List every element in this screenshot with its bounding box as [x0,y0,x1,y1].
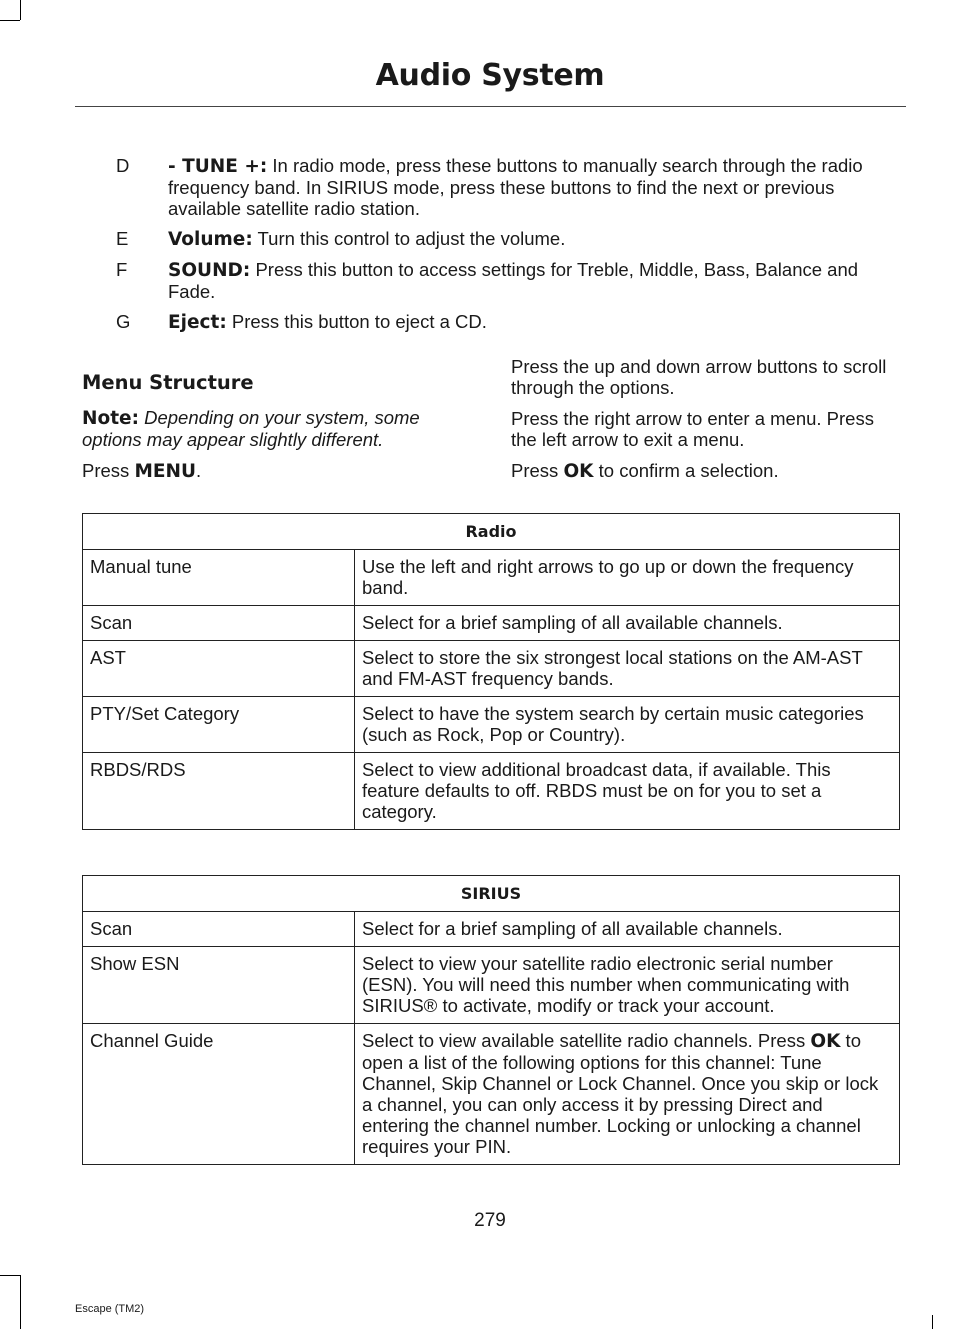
menu-item-name: Scan [83,912,355,947]
ok-key-label: OK [810,1031,841,1052]
crop-mark-top-left [0,20,20,21]
page-number: 279 [474,1210,506,1231]
table-row [83,947,900,1024]
crop-mark-bottom-left [20,1275,21,1329]
title-divider [75,106,906,107]
control-item-f [82,259,902,302]
menu-item-name: AST [83,641,355,697]
press-menu-paragraph [82,460,462,482]
control-letter: G [116,311,131,332]
sirius-menu-table [82,875,900,1165]
table-row [83,1024,900,1165]
scroll-paragraph: Press the up and down arrow buttons to scroll through the options. [511,356,887,398]
table-header-row [83,514,900,550]
menu-item-description [355,1024,900,1165]
table-row [83,606,900,641]
table-row [83,753,900,830]
menu-item-name: Channel Guide [83,1024,355,1165]
menu-key-label: MENU [134,461,196,482]
press-prefix: Press [82,460,135,481]
control-label: - TUNE +: [168,156,268,177]
section-heading: Menu Structure [82,371,254,394]
note-paragraph [82,407,462,450]
menu-item-description: Select to store the six strongest local stations on the AM-AST and FM-AST frequency bands. [355,641,900,697]
page-title: Audio System [375,58,605,93]
confirm-suffix: to confirm a selection. [593,460,779,481]
control-letter: F [116,259,128,280]
control-label: Volume: [168,229,253,250]
note-label: Note: [82,408,139,429]
menu-structure-left-column [82,372,462,492]
table-row [83,641,900,697]
control-description [168,259,902,302]
control-item-e [82,228,902,250]
control-label: Eject: [168,312,227,333]
table-title: Radio [83,514,900,550]
control-item-g [82,311,902,333]
crop-mark-top-left [20,0,21,20]
menu-item-name: Scan [83,606,355,641]
guide-desc-suffix: to open a list of the following options for this channel: Tune Channel, Skip Channel or Lock Channel. Once you skip or lock a channel, you can only access it by pressing Direct and entering the channel number. Locking or unlocking a channel requires your PIN. [362,1030,879,1157]
menu-structure-right-column [511,356,901,492]
menu-item-name: PTY/Set Category [83,697,355,753]
menu-item-description: Select for a brief sampling of all available channels. [355,606,900,641]
control-text: Press this button to access settings for Treble, Middle, Bass, Balance and Fade. [168,259,859,302]
control-description [168,311,902,333]
arrow-paragraph: Press the right arrow to enter a menu. Press the left arrow to exit a menu. [511,408,874,450]
guide-desc-prefix: Select to view available satellite radio channels. Press [362,1030,811,1051]
menu-item-name: Manual tune [83,550,355,606]
control-letter: E [116,228,129,249]
menu-item-description: Select to view your satellite radio electronic serial number (ESN). You will need this number when communicating with SIRIUS® to activate, modify or track your account. [355,947,900,1024]
menu-item-description: Select to have the system search by certain music categories (such as Rock, Pop or Country). [355,697,900,753]
control-key-list [82,155,902,342]
control-text: In radio mode, press these buttons to manually search through the radio frequency band. In SIRIUS mode, press these buttons to find the next or previous available satellite radio station. [168,155,863,219]
footer-model-label: Escape (TM2) [75,1303,145,1315]
control-text: Press this button to eject a CD. [226,311,487,332]
control-text: Turn this control to adjust the volume. [252,228,566,249]
note-text: Depending on your system, some options may appear slightly different. [82,407,420,450]
radio-menu-table [82,513,900,830]
table-row [83,550,900,606]
control-description [168,228,902,250]
menu-item-description: Use the left and right arrows to go up or down the frequency band. [355,550,900,606]
menu-item-name: Show ESN [83,947,355,1024]
menu-item-description: Select to view additional broadcast data, if available. This feature defaults to off. RBDS must be on for you to set a category. [355,753,900,830]
table-header-row [83,876,900,912]
table-row [83,697,900,753]
crop-mark-bottom-left [0,1275,20,1276]
table-title: SIRIUS [83,876,900,912]
control-letter: D [116,155,130,176]
confirm-paragraph [511,460,901,482]
confirm-prefix: Press [511,460,564,481]
ok-key-label: OK [563,461,594,482]
control-label: SOUND: [168,260,251,281]
press-suffix: . [196,460,202,481]
crop-mark-bottom-right [932,1315,933,1329]
table-row [83,912,900,947]
menu-item-name: RBDS/RDS [83,753,355,830]
control-description [168,155,902,219]
menu-item-description: Select for a brief sampling of all available channels. [355,912,900,947]
control-item-d [82,155,902,219]
